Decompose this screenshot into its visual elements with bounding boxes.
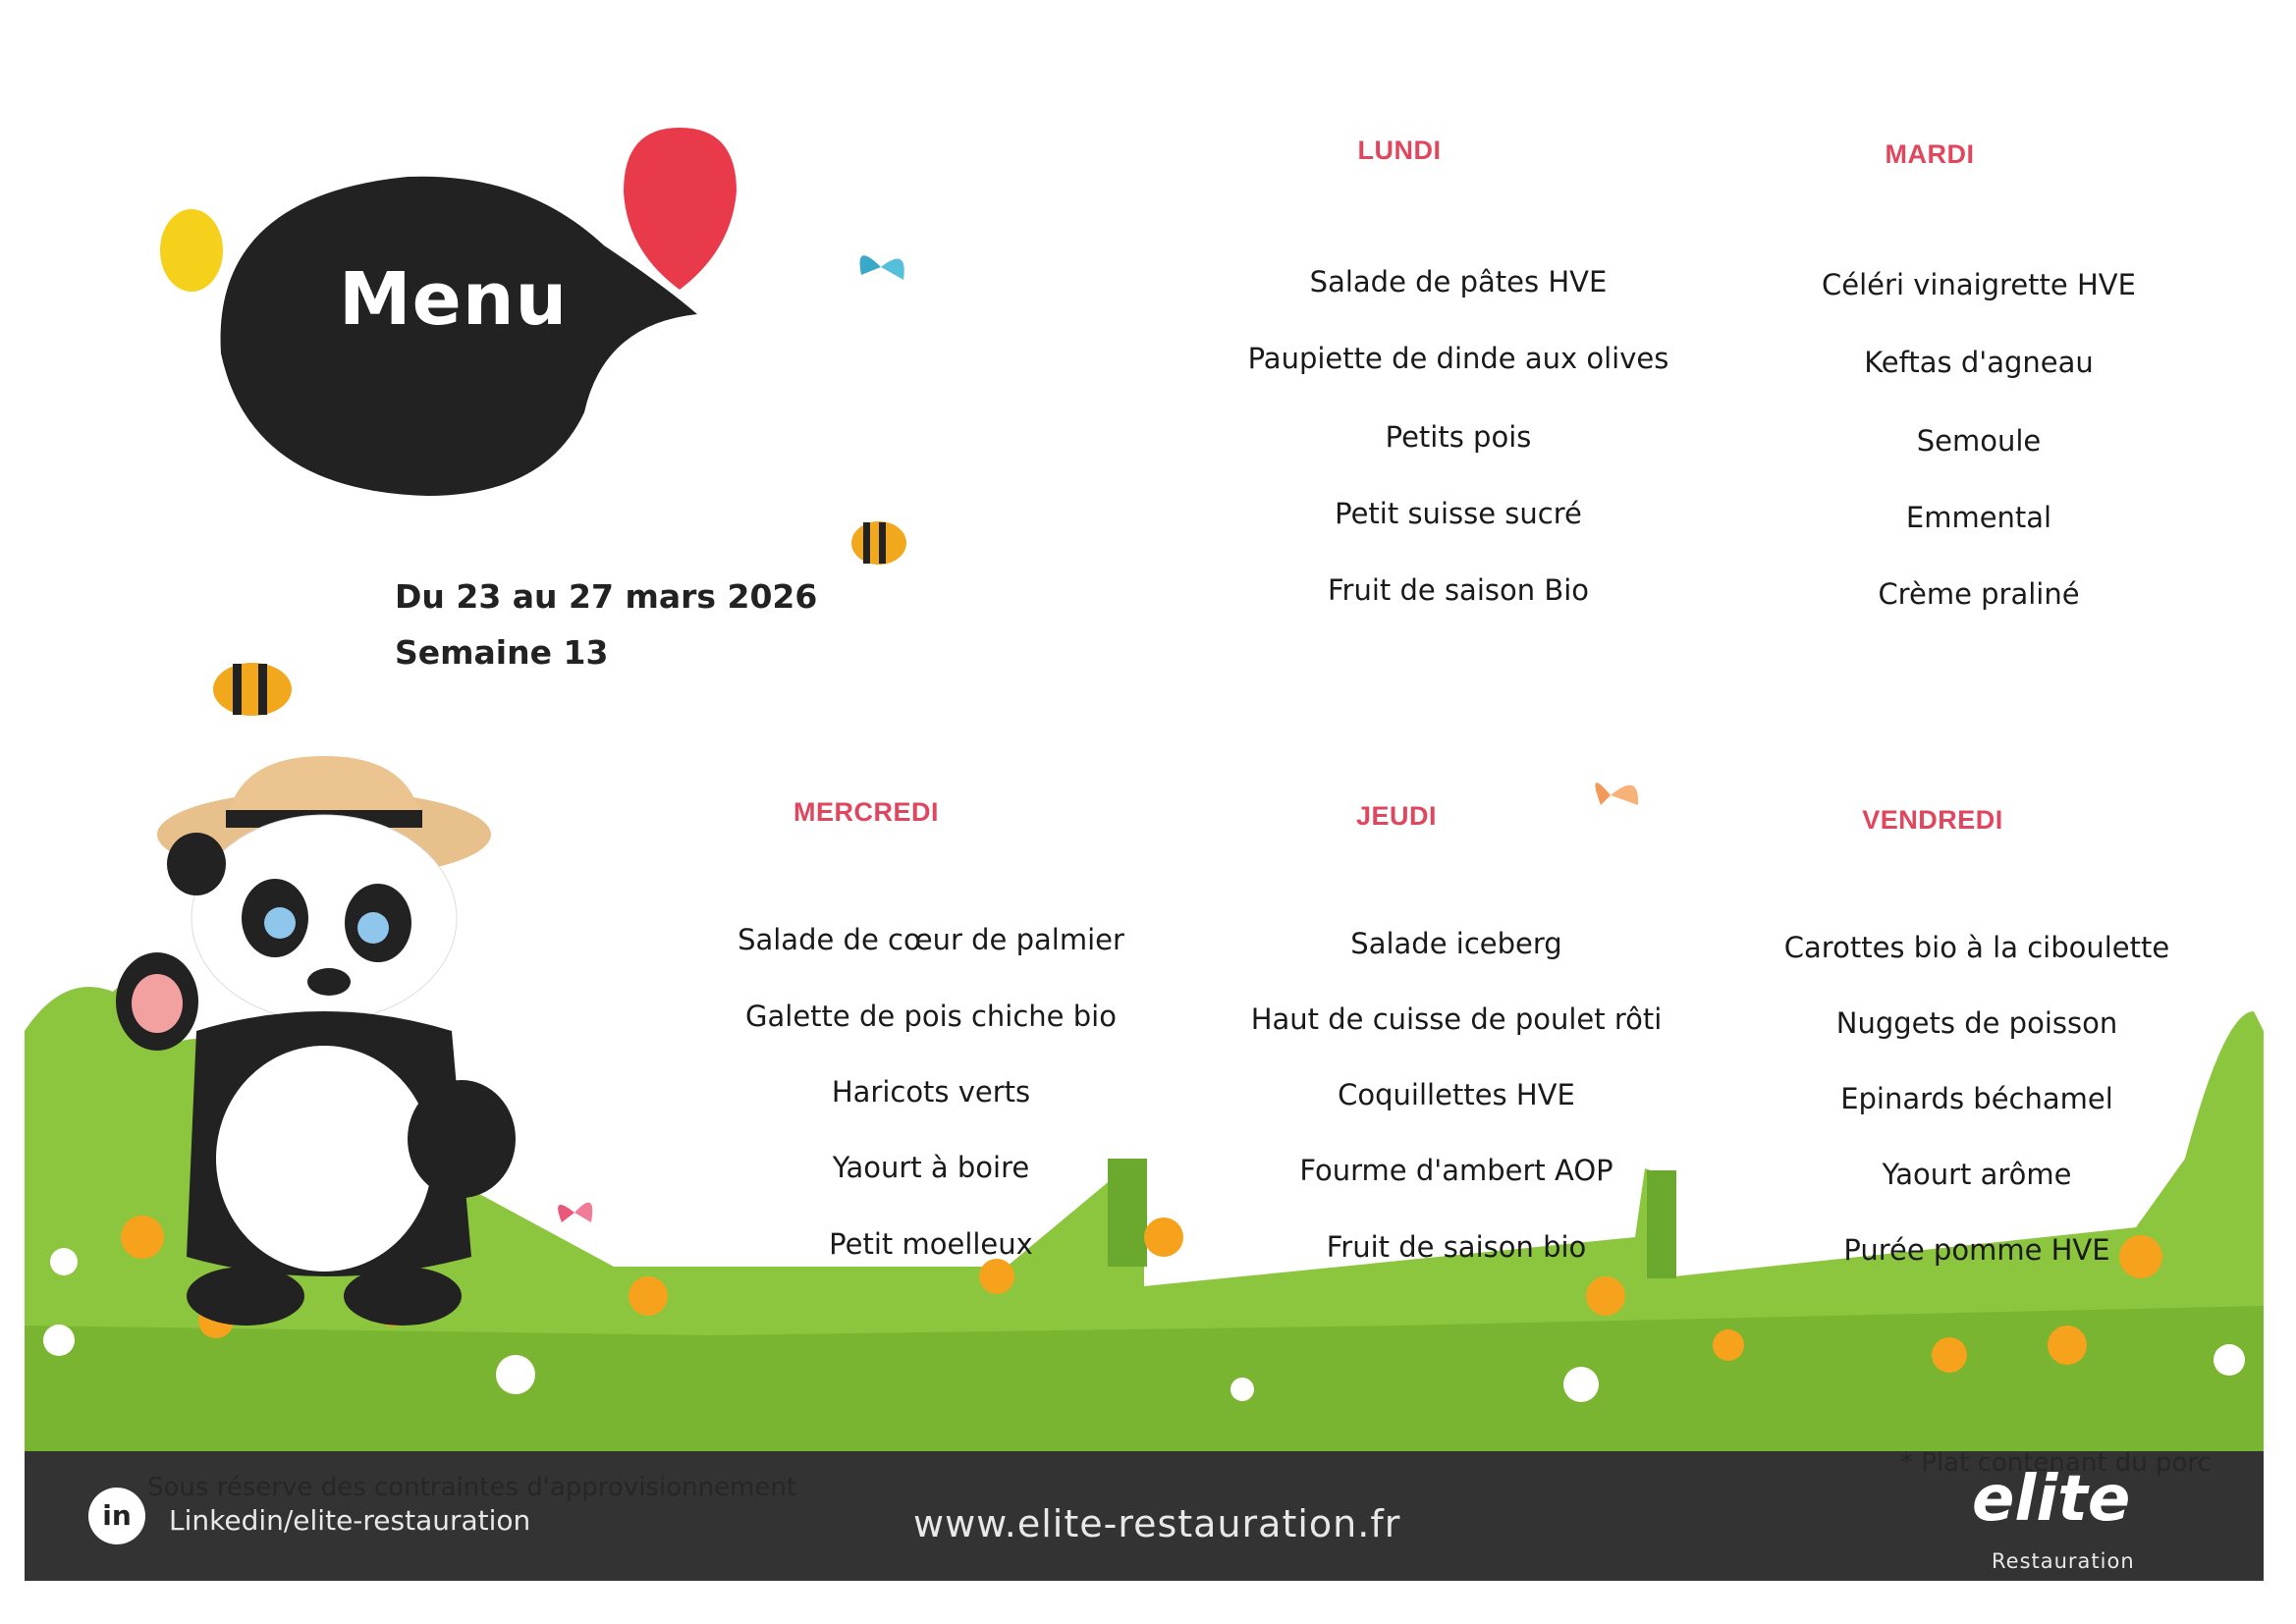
dish-item: Coquillettes HVE — [1338, 1078, 1575, 1111]
dish-item: Haricots verts — [831, 1075, 1031, 1109]
dish-item: Galette de pois chiche bio — [745, 1000, 1117, 1033]
dish-item: Salade iceberg — [1350, 927, 1562, 960]
dish-item: Yaourt à boire — [832, 1151, 1030, 1184]
dish-item: Céléri vinaigrette HVE — [1822, 268, 2136, 301]
dish-item: Yaourt arôme — [1882, 1158, 2072, 1191]
butterfly-icon — [550, 1188, 599, 1232]
dish-item: Fourme d'ambert AOP — [1299, 1154, 1613, 1187]
dish-item: Purée pomme HVE — [1843, 1233, 2110, 1267]
bee-icon — [849, 518, 908, 568]
dish-item: Crème praliné — [1878, 577, 2080, 611]
menu-week: Semaine 13 — [395, 633, 609, 672]
pork-note: * Plat contenant du porc — [1900, 1448, 2212, 1478]
menu-title: Menu — [339, 257, 569, 342]
butterfly-icon — [1581, 766, 1645, 820]
supply-notice: Sous réserve des contraintes d'approvisionnement — [147, 1473, 797, 1502]
day-heading-mardi: MARDI — [1885, 139, 1975, 169]
dish-item: Emmental — [1905, 501, 2052, 534]
website-link[interactable]: www.elite-restauration.fr — [913, 1502, 1401, 1545]
dish-item: Epinards béchamel — [1840, 1082, 2113, 1115]
dish-item: Fruit de saison Bio — [1327, 573, 1590, 607]
dish-item: Fruit de saison bio — [1326, 1230, 1587, 1264]
dish-item: Nuggets de poisson — [1835, 1006, 2118, 1040]
dish-item: Salade de pâtes HVE — [1309, 265, 1608, 298]
linkedin-link[interactable]: Linkedin/elite-restauration — [169, 1504, 531, 1537]
dish-item: Keftas d'agneau — [1864, 346, 2094, 379]
menu-dates: Du 23 au 27 mars 2026 — [395, 577, 818, 616]
dish-item: Salade de cœur de palmier — [738, 923, 1124, 956]
dish-item: Petit moelleux — [829, 1227, 1033, 1261]
linkedin-icon[interactable]: in — [88, 1488, 145, 1544]
panda-illustration — [79, 746, 550, 1335]
day-heading-vendredi: VENDREDI — [1862, 805, 2003, 835]
dish-item: Carottes bio à la ciboulette — [1783, 931, 2170, 964]
dish-item: Semoule — [1916, 424, 2042, 458]
dish-item: Petits pois — [1385, 420, 1532, 454]
dish-item: Petit suisse sucré — [1335, 497, 1582, 530]
dish-item: Haut de cuisse de poulet rôti — [1250, 1002, 1663, 1036]
day-heading-mercredi: MERCREDI — [793, 797, 939, 827]
butterfly-icon — [849, 236, 913, 299]
bee-icon — [211, 660, 295, 719]
dish-item: Paupiette de dinde aux olives — [1247, 342, 1669, 375]
brand-logo: elite — [1972, 1463, 2131, 1536]
day-heading-lundi: LUNDI — [1357, 135, 1442, 165]
day-heading-jeudi: JEUDI — [1355, 801, 1438, 831]
brand-subtitle: Restauration — [1992, 1549, 2135, 1573]
